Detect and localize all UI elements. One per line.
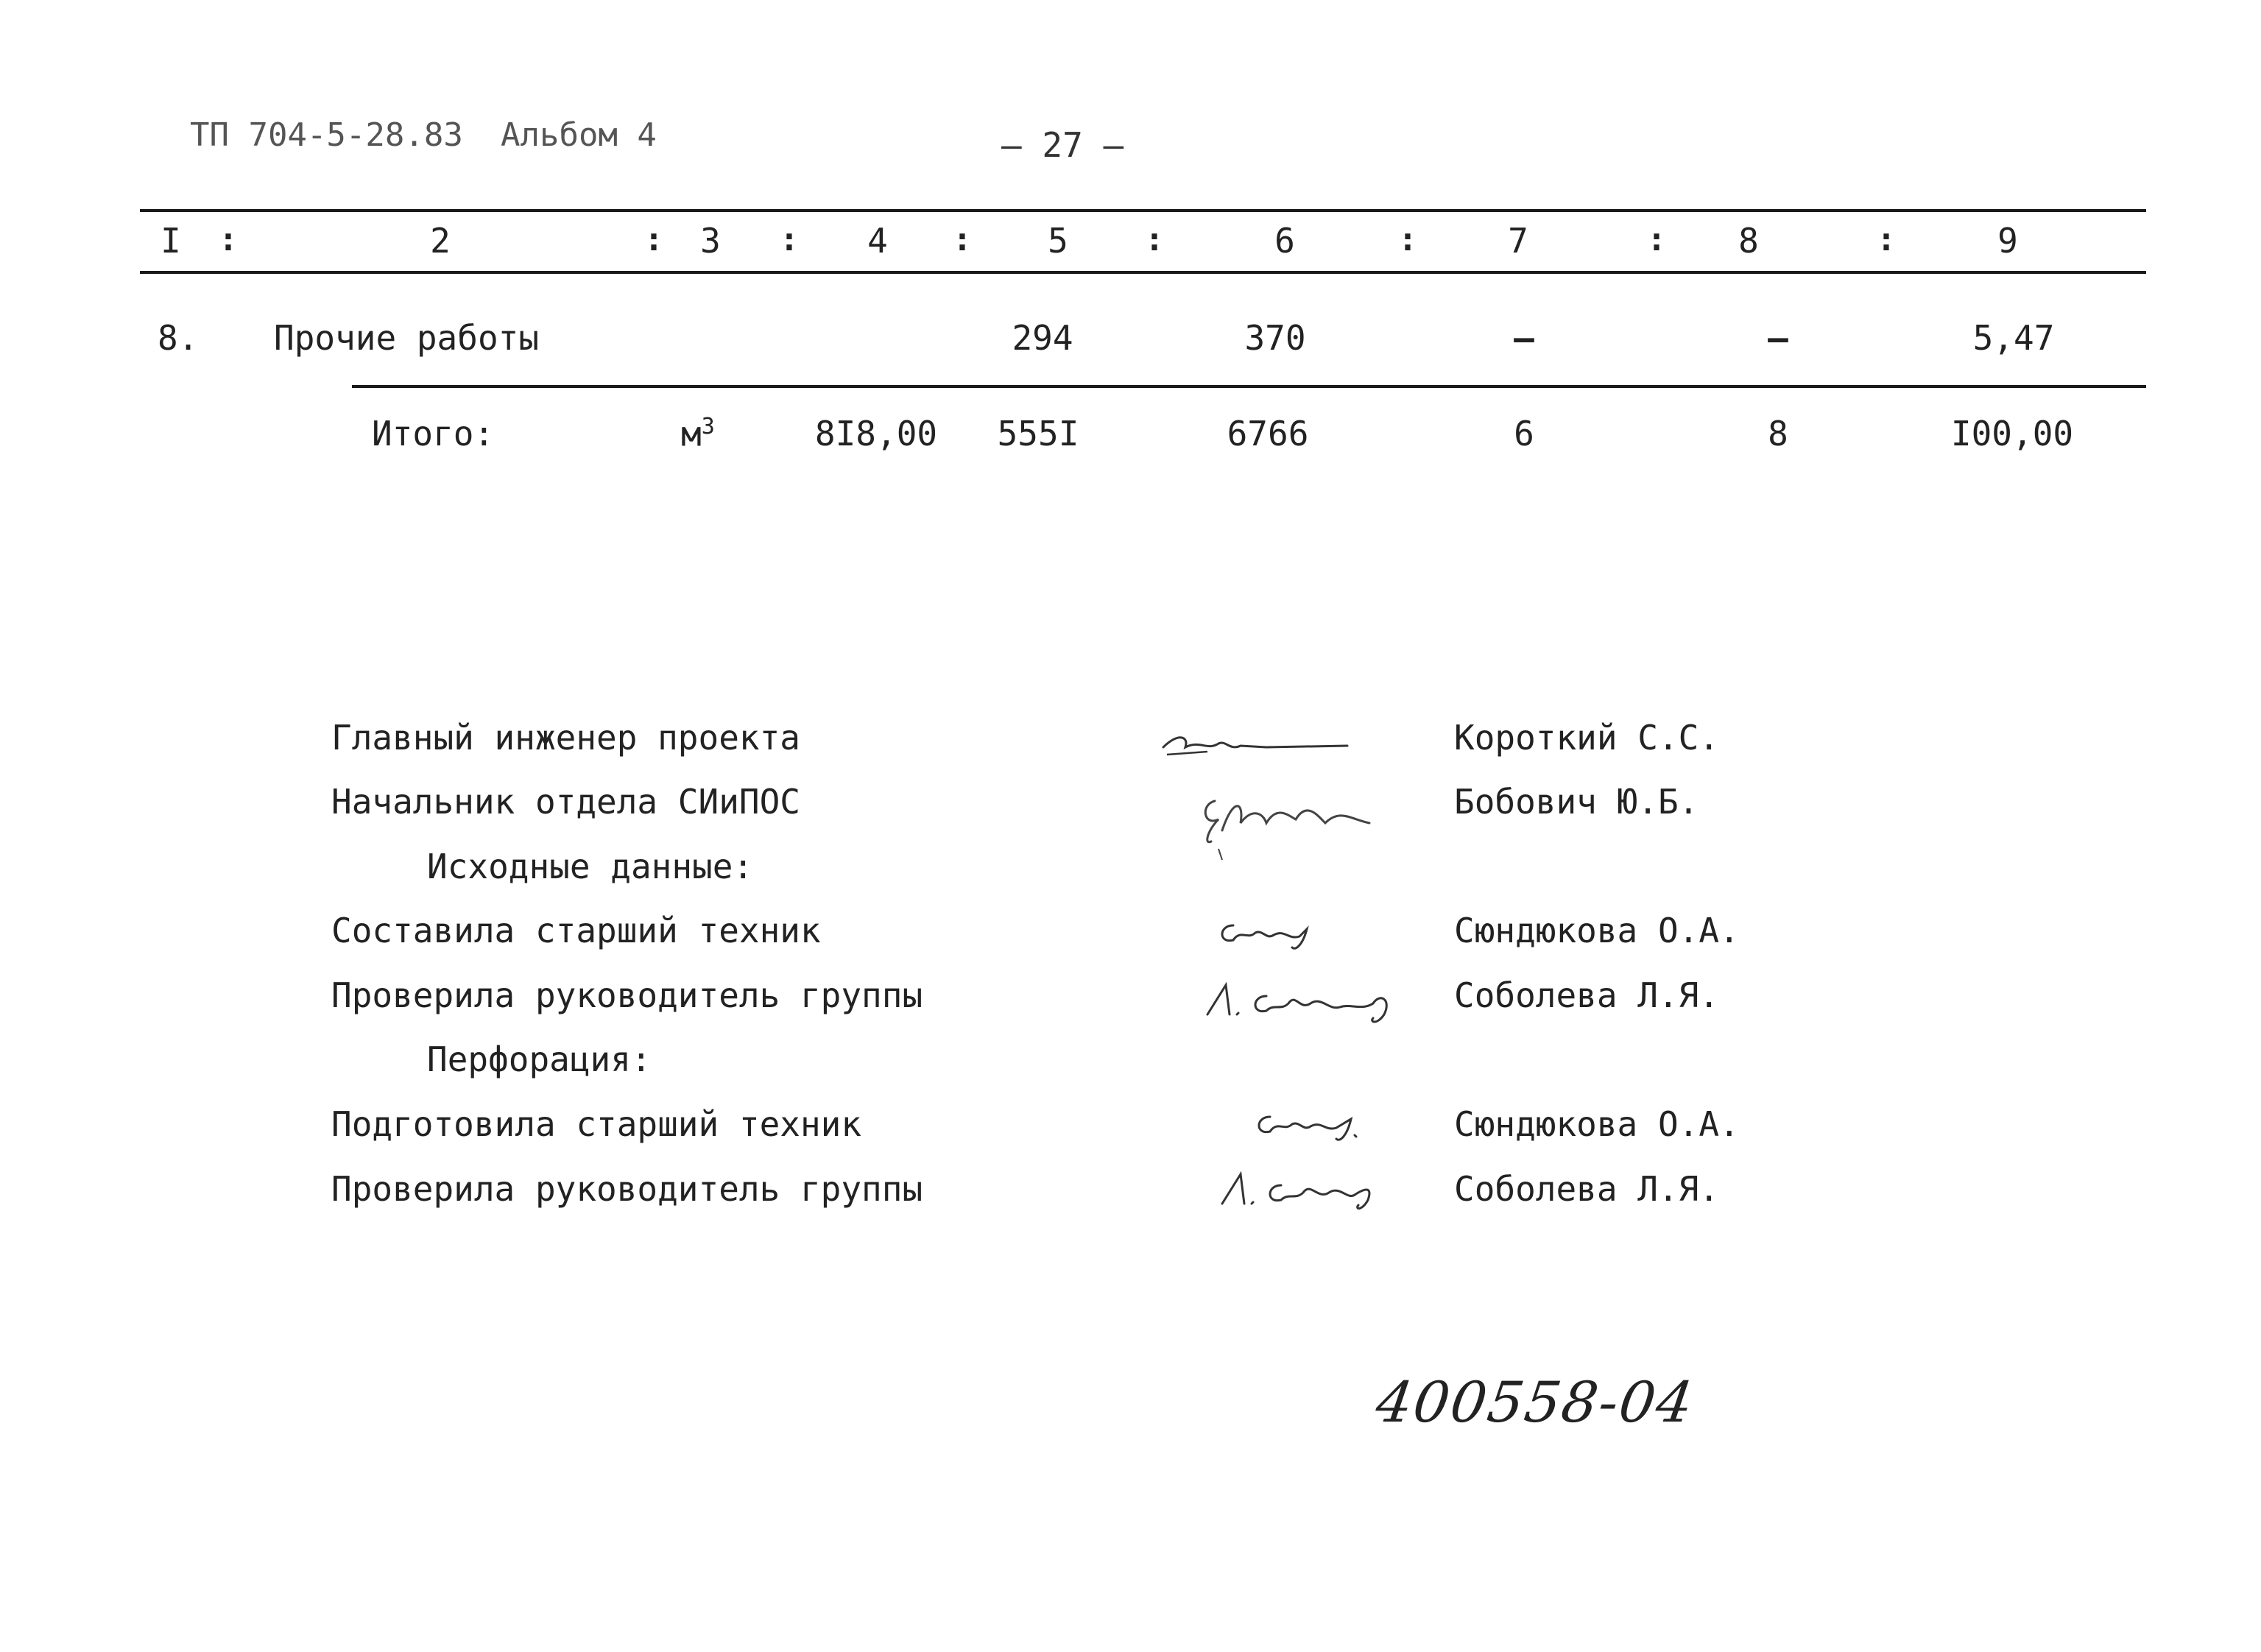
column-separator: : — [779, 221, 800, 258]
signature-role: Начальник отдела СИиПОС — [331, 782, 800, 822]
total-col7: 6 — [1514, 414, 1534, 453]
handwritten-signature — [1193, 970, 1414, 1029]
row-name: Прочие работы — [274, 318, 540, 358]
total-label: Итого: — [372, 414, 495, 453]
total-col6: 6766 — [1227, 414, 1309, 453]
cell-col9: 5,47 — [1972, 318, 2055, 358]
section-heading: Исходные данные: — [427, 847, 754, 886]
column-separator: : — [1144, 221, 1165, 258]
column-number: 5 — [1048, 221, 1068, 261]
column-separator: : — [1646, 221, 1667, 258]
signature-name: Соболева Л.Я. — [1454, 1169, 1720, 1209]
column-number: 6 — [1274, 221, 1295, 261]
signature-name: Сюндюкова О.А. — [1454, 1104, 1740, 1144]
cell-col5: 294 — [1012, 318, 1073, 358]
handwritten-signature — [1215, 907, 1347, 959]
column-number: I — [161, 221, 181, 261]
column-separator: : — [218, 221, 239, 258]
column-number: 7 — [1508, 221, 1528, 261]
signature-name: Короткий С.С. — [1454, 718, 1720, 758]
column-separator: : — [1397, 221, 1418, 258]
signature-name: Бобович Ю.Б. — [1454, 782, 1699, 822]
table-header-rule — [140, 271, 2146, 274]
archive-number: 400558-04 — [1372, 1369, 1699, 1435]
table-top-rule — [140, 209, 2146, 212]
column-number: 3 — [700, 221, 721, 261]
page-number: – 27 – — [1001, 125, 1124, 165]
signature-role: Подготовила старший техник — [331, 1104, 862, 1144]
column-number: 4 — [867, 221, 888, 261]
handwritten-signature — [1252, 1098, 1384, 1150]
signature-role: Проверила руководитель группы — [331, 975, 923, 1015]
signature-role: Составила старший техник — [331, 911, 821, 950]
cell-col7: – — [1514, 318, 1534, 358]
cell-col8: – — [1768, 318, 1788, 358]
total-rule — [352, 385, 2146, 388]
total-unit — [681, 414, 715, 453]
signature-name: Сюндюкова О.А. — [1454, 911, 1740, 950]
total-col4: 8I8,00 — [814, 414, 938, 453]
signature-name: Соболева Л.Я. — [1454, 975, 1720, 1015]
column-separator: : — [952, 221, 973, 258]
column-separator: : — [643, 221, 664, 258]
total-col9: I00,00 — [1950, 414, 2074, 453]
cell-col6: 370 — [1244, 318, 1306, 358]
column-number: 8 — [1738, 221, 1759, 261]
column-number: 2 — [430, 221, 451, 261]
handwritten-signature — [1156, 718, 1362, 769]
signature-role: Проверила руководитель группы — [331, 1169, 923, 1209]
document-code: ТП 704-5-28.83 — [190, 116, 463, 154]
column-separator: : — [1876, 221, 1897, 258]
column-number: 9 — [1997, 221, 2018, 261]
signature-role: Главный инженер проекта — [331, 718, 800, 758]
unit-superscript: 3 — [701, 414, 715, 440]
total-col5: 555I — [997, 414, 1079, 453]
total-col8: 8 — [1768, 414, 1788, 453]
handwritten-signature — [1207, 1159, 1399, 1218]
section-heading: Перфорация: — [427, 1039, 652, 1079]
row-number: 8. — [158, 318, 199, 358]
unit-text: м — [681, 414, 702, 454]
album-label: Альбом 4 — [501, 116, 657, 154]
handwritten-signature — [1193, 779, 1384, 867]
